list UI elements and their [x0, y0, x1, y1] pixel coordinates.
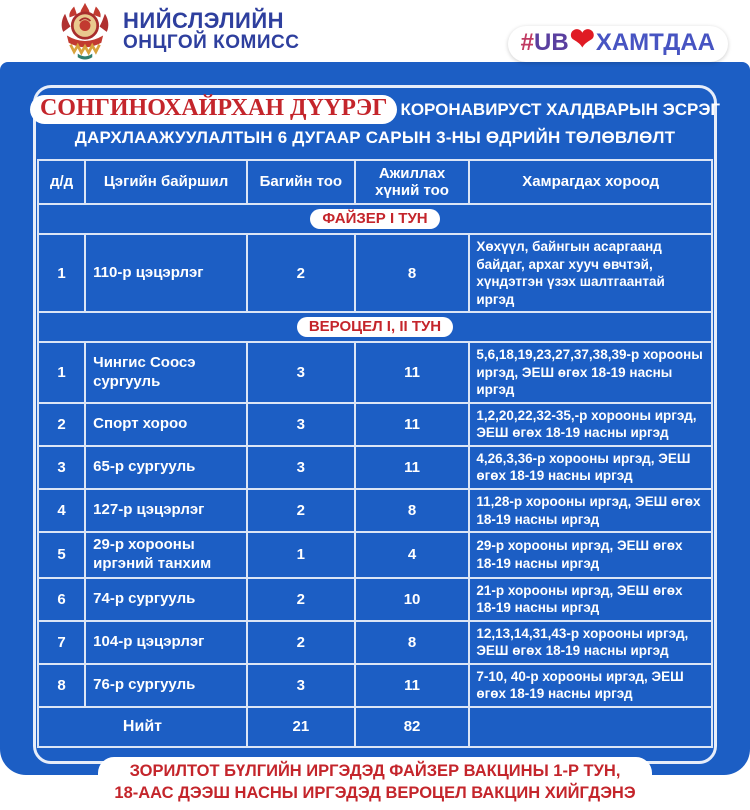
table-row — [38, 578, 712, 621]
row-number-cell: 7 — [38, 621, 85, 664]
khoroos-cell: 7-10, 40-р хорооны иргэд, ЭЕШ өгөх 18-19 насны иргэд — [469, 664, 712, 707]
top-band — [0, 0, 750, 62]
table-row — [38, 342, 712, 403]
staff-count-cell: 11 — [355, 403, 470, 446]
hashtag-khamtdaa: ХАМТДАА — [595, 29, 715, 56]
team-count-cell: 1 — [247, 532, 355, 578]
table-row — [38, 403, 712, 446]
vaccination-schedule-table — [37, 159, 713, 748]
org-name — [123, 7, 300, 53]
vaccine-section-cell — [38, 204, 712, 234]
emblem-logo — [56, 1, 114, 61]
heart-icon: ❤ — [569, 23, 595, 56]
table-row — [38, 446, 712, 489]
org-name-line2: ОНЦГОЙ КОМИСС — [123, 31, 300, 53]
location-cell: 127-р цэцэрлэг — [85, 489, 247, 532]
khoroos-cell: 11,28-р хорооны иргэд, ЭЕШ өгөх 18-19 насны иргэд — [469, 489, 712, 532]
staff-count-cell: 11 — [355, 664, 470, 707]
row-number-cell: 1 — [38, 234, 85, 312]
staff-count-cell: 11 — [355, 342, 470, 403]
title-line2-text: ДАРХЛААЖУУЛАЛТЫН 6 ДУГААР САРЫН 3-НЫ ӨДРИЙН ТӨЛӨВЛӨЛТ — [74, 128, 676, 147]
vaccine-section-row — [38, 312, 712, 342]
vaccination-table-body — [38, 204, 712, 707]
team-count-cell: 3 — [247, 342, 355, 403]
vaccine-section-label: ФАЙЗЕР I ТУН — [310, 209, 439, 230]
location-cell: 29-р хорооны иргэний танхим — [85, 532, 247, 578]
team-count-cell: 3 — [247, 664, 355, 707]
col-header-khoroos: Хамрагдах хороод — [469, 160, 712, 204]
total-label-cell: Нийт — [38, 707, 247, 747]
team-count-cell: 3 — [247, 446, 355, 489]
team-count-cell: 2 — [247, 578, 355, 621]
location-cell: 74-р сургууль — [85, 578, 247, 621]
location-cell: 65-р сургууль — [85, 446, 247, 489]
team-count-cell: 2 — [247, 621, 355, 664]
team-count-cell: 2 — [247, 234, 355, 312]
hashtag-badge — [508, 23, 728, 62]
col-header-staff: Ажиллах хүний тоо — [355, 160, 470, 204]
khoroos-cell: 1,2,20,22,32-35,-р хорооны иргэд, ЭЕШ өгөх 18-19 насны иргэд — [469, 403, 712, 446]
location-cell: 104-р цэцэрлэг — [85, 621, 247, 664]
team-count-cell: 2 — [247, 489, 355, 532]
table-row — [38, 532, 712, 578]
hashtag-hash: # — [520, 29, 535, 56]
location-cell: 110-р цэцэрлэг — [85, 234, 247, 312]
vaccine-section-row — [38, 204, 712, 234]
title-line1-text: КОРОНАВИРУСТ ХАЛДВАРЫН ЭСРЭГ — [400, 99, 721, 119]
khoroos-cell: 4,26,3,36-р хорооны иргэд, ЭЕШ өгөх 18-19 насны иргэд — [469, 446, 712, 489]
row-number-cell: 8 — [38, 664, 85, 707]
title-block — [36, 88, 721, 152]
khoroos-cell: 21-р хорооны иргэд, ЭЕШ өгөх 18-19 насны иргэд — [469, 578, 712, 621]
total-row — [38, 707, 712, 747]
khoroos-cell: 29-р хорооны иргэд, ЭЕШ өгөх 18-19 насны иргэд — [469, 532, 712, 578]
staff-count-cell: 8 — [355, 234, 470, 312]
vaccine-section-cell — [38, 312, 712, 342]
staff-count-cell: 8 — [355, 489, 470, 532]
table-row — [38, 234, 712, 312]
footer-notice-pill — [98, 757, 651, 810]
staff-count-cell: 8 — [355, 621, 470, 664]
row-number-cell: 4 — [38, 489, 85, 532]
team-count-cell: 3 — [247, 403, 355, 446]
location-cell: Чингис Соосэ сургууль — [85, 342, 247, 403]
total-khoroos-cell — [469, 707, 712, 747]
row-number-cell: 1 — [38, 342, 85, 403]
col-header-teams: Багийн тоо — [247, 160, 355, 204]
footer-line2: 18-ААС ДЭЭШ НАСНЫ ИРГЭДЭД ВЕРОЦЕЛ ВАКЦИН ХИЙГДЭНЭ — [114, 783, 636, 802]
khoroos-cell: 5,6,18,19,23,27,37,38,39-р хорооны иргэд, ЭЕШ өгөх 18-19 насны иргэд — [469, 342, 712, 403]
row-number-cell: 3 — [38, 446, 85, 489]
location-cell: Спорт хороо — [85, 403, 247, 446]
table-header-row — [38, 160, 712, 204]
blue-panel — [0, 62, 750, 802]
staff-count-cell: 11 — [355, 446, 470, 489]
table-row — [38, 621, 712, 664]
footer-line1: ЗОРИЛТОТ БҮЛГИЙН ИРГЭДЭД ФАЙЗЕР ВАКЦИНЫ 1-Р ТУН, — [129, 761, 621, 780]
khoroos-cell: 12,13,14,31,43-р хорооны иргэд, ЭЕШ өгөх 18-19 насны иргэд — [469, 621, 712, 664]
row-number-cell: 6 — [38, 578, 85, 621]
col-header-number: д/д — [38, 160, 85, 204]
staff-count-cell: 4 — [355, 532, 470, 578]
inner-frame — [33, 85, 721, 802]
org-name-line1: НИЙСЛЭЛИЙН — [123, 7, 285, 33]
col-header-location: Цэгийн байршил — [85, 160, 247, 204]
khoroos-cell: Хөхүүл, байнгын асаргаанд байдаг, архаг хууч өвчтэй, хүндэтгэн үзэх шалтгаантай иргэд — [469, 234, 712, 312]
table-row — [38, 664, 712, 707]
total-teams-cell: 21 — [247, 707, 355, 747]
total-staff-cell: 82 — [355, 707, 470, 747]
table-row — [38, 489, 712, 532]
row-number-cell: 5 — [38, 532, 85, 578]
row-number-cell: 2 — [38, 403, 85, 446]
district-name-pill: СОНГИНОХАЙРХАН ДҮҮРЭГ — [30, 95, 398, 124]
vaccine-section-label: ВЕРОЦЕЛ I, II ТУН — [297, 317, 453, 338]
staff-count-cell: 10 — [355, 578, 470, 621]
emergency-commission-brand — [56, 1, 299, 61]
hashtag-ub: UB — [534, 29, 569, 56]
location-cell: 76-р сургууль — [85, 664, 247, 707]
